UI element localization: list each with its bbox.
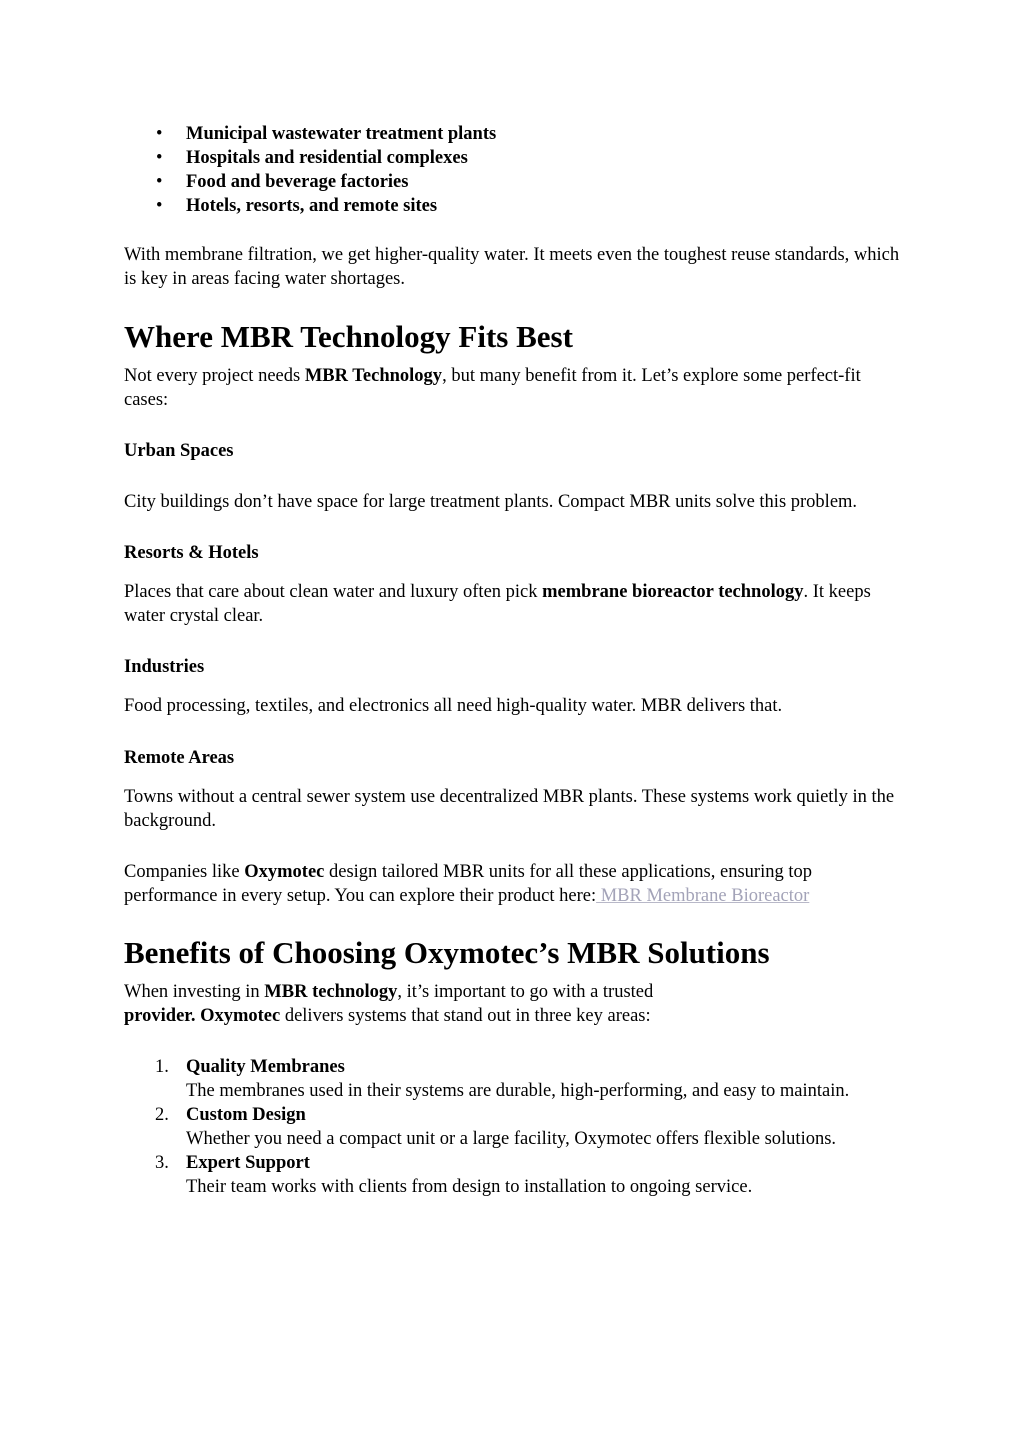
remote-areas-paragraph: Towns without a central sewer system use decentralized MBR plants. These systems work quietly in the background. <box>124 787 895 831</box>
resorts-hotels-paragraph: Places that care about clean water and luxury often pick membrane bioreactor technology. It keeps water crystal clear. <box>124 582 871 626</box>
benefit-text: Their team works with clients from design to installation to ongoing service. <box>186 1177 753 1197</box>
benefit-title: Quality Membranes <box>186 1057 345 1077</box>
bullet-icon: • <box>156 148 163 168</box>
benefit-title: Expert Support <box>186 1153 310 1173</box>
bullet-icon: • <box>156 196 163 216</box>
section-heading-mbr-fits: Where MBR Technology Fits Best <box>124 319 573 354</box>
mbr-fits-intro: Not every project needs MBR Technology, but many benefit from it. Let’s explore some perfect-fit cases: <box>124 366 861 410</box>
subheading-remote-areas: Remote Areas <box>124 748 235 768</box>
subheading-industries: Industries <box>124 657 205 677</box>
benefit-title: Custom Design <box>186 1105 306 1125</box>
subheading-urban-spaces: Urban Spaces <box>124 441 234 461</box>
document-page <box>124 122 904 1199</box>
list-item: • Hospitals and residential complexes <box>156 148 468 168</box>
mbr-membrane-bioreactor-link[interactable]: MBR Membrane Bioreactor <box>596 886 810 906</box>
list-item: • Hotels, resorts, and remote sites <box>156 196 438 216</box>
filtration-paragraph: With membrane filtration, we get higher-quality water. It meets even the toughest reuse standards, which is key in areas facing water shortages. <box>124 245 900 289</box>
list-item <box>155 1151 904 1199</box>
applications-list <box>124 122 904 218</box>
list-item <box>155 1103 904 1151</box>
section-heading-benefits: Benefits of Choosing Oxymotec’s MBR Solutions <box>124 935 770 970</box>
benefits-intro: When investing in MBR technology, it’s important to go with a trusted provider. Oxymotec delivers systems that stand out in three key areas: <box>124 982 654 1026</box>
benefits-list <box>124 1055 904 1199</box>
list-number: 3. <box>155 1153 169 1173</box>
companies-paragraph: Companies like Oxymotec design tailored MBR units for all these applications, ensuring top performance in every setup. You can explore their product here: MBR Membrane Bioreactor <box>124 862 812 906</box>
list-number: 2. <box>155 1105 169 1125</box>
list-item <box>155 1055 904 1103</box>
benefit-text: Whether you need a compact unit or a large facility, Oxymotec offers flexible solutions. <box>186 1129 837 1149</box>
industries-paragraph: Food processing, textiles, and electronics all need high-quality water. MBR delivers that. <box>124 696 783 716</box>
list-item: • Municipal wastewater treatment plants <box>156 124 497 144</box>
list-number: 1. <box>155 1057 169 1077</box>
list-item: • Food and beverage factories <box>156 172 409 192</box>
subheading-resorts-hotels: Resorts & Hotels <box>124 543 259 563</box>
bullet-icon: • <box>156 172 163 192</box>
urban-spaces-paragraph: City buildings don’t have space for large treatment plants. Compact MBR units solve this problem. <box>124 492 858 512</box>
benefit-text: The membranes used in their systems are durable, high-performing, and easy to maintain. <box>186 1081 850 1101</box>
bullet-icon: • <box>156 124 163 144</box>
